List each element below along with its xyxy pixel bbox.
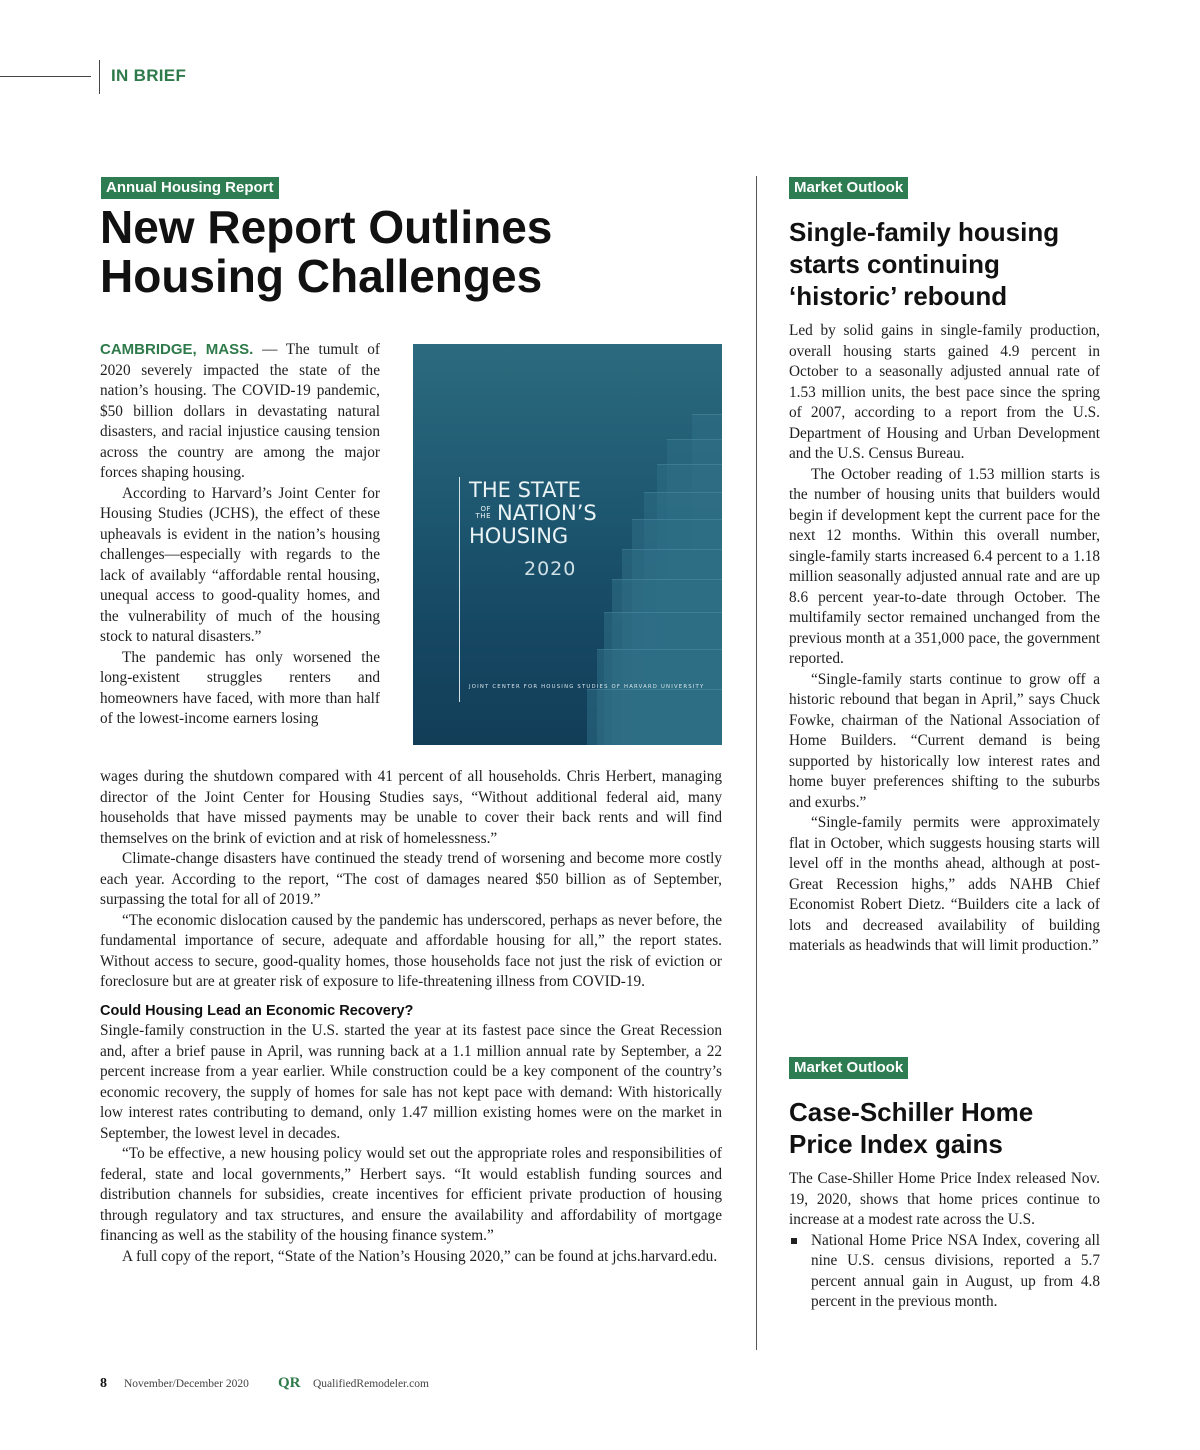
main-paragraph-8: A full copy of the report, “State of the Nation’s Housing 2020,” can be found at jchs.harvard.edu.: [122, 1247, 718, 1265]
sidebar-2-bullet-list: [789, 1231, 1100, 1313]
main-paragraph-4: Climate-change disasters have continued the steady trend of worsening and become more costly each year. According to the report, “The cost of damages neared $50 billion as of September, surpassing the total for all of 2019.”: [100, 850, 722, 908]
main-paragraph-3b: wages during the shutdown compared with 41 percent of all households. Chris Herbert, managing director of the Joint Center for Housing Studies says, “Without additional federal aid, many households that have missed payments may be unable to cover their back rents and will find themselves on the brink of eviction and at risk of homelessness.”: [100, 768, 722, 847]
sidebar-1-paragraph-4: “Single-family permits were approximately flat in October, which suggests housing starts will level off in the months ahead, although at post-Great Recession highs,” adds NAHB Chief Economist Robert Dietz. “Builders cite a lack of lots and decreased availability of building materials as headwinds that will limit production.”: [789, 814, 1100, 954]
main-headline: [100, 203, 552, 301]
subhead: Could Housing Lead an Economic Recovery?: [100, 1002, 414, 1019]
category-tag-main: Annual Housing Report: [101, 177, 279, 199]
dateline: CAMBRIDGE, MASS.: [100, 341, 254, 358]
cover-frame-line: [459, 477, 460, 702]
sidebar-1-paragraph-1: Led by solid gains in single-family production, overall housing starts gained 4.9 percent in October to a seasonally adjusted annual rate of 1.53 million units, the best pace since the spring of 2007, according to a report from the U.S. Department of Housing and Urban Development and the U.S. Census Bureau.: [789, 322, 1100, 462]
main-paragraph-7: “To be effective, a new housing policy would set out the appropriate roles and responsibilities of federal, state and local governments,” Herbert says. “It would establish funding sources and distribution channels for subsidies, create incentives for efficient private production of housing through regulatory and tax structures, and ensure the availability and affordability of mortgage financing as well as the stability of the housing finance system.”: [100, 1145, 722, 1244]
bullet-square-icon: [791, 1238, 797, 1244]
header-rule: [0, 76, 91, 77]
brand-logo: QR: [278, 1375, 301, 1391]
sidebar-1-paragraph-2: The October reading of 1.53 million starts is the number of housing units that builders would begin if development kept the current pace for the next 12 months. Within this overall number, single-family starts increased 6.4 percent to a 1.18 million seasonally adjusted annual rate and are up 8.6 percent year-to-date through October. The multifamily sector remained unchanged from the previous month at a 351,000 pace, the government reported.: [789, 465, 1100, 667]
sidebar-1-headline: Single-family housing starts continuing ‘historic’ rebound: [789, 217, 1060, 311]
main-paragraph-5: “The economic dislocation caused by the pandemic has underscored, perhaps as never before, the fundamental importance of secure, adequate and affordable housing for all,” the report states. Without access to secure, good-quality homes, those households face not just the risk of eviction or foreclosure but are at greater risk of exposure to life-threatening illness from COVID-19.: [100, 911, 722, 990]
main-headline-line2: Housing Challenges: [100, 250, 543, 302]
header-divider: [99, 60, 100, 94]
cover-org: JOINT CENTER FOR HOUSING STUDIES OF HARVARD UNIVERSITY: [469, 684, 705, 690]
sidebar-2-body: [789, 1169, 1100, 1313]
sidebar-2-paragraph-1: The Case-Shiller Home Price Index released Nov. 19, 2020, shows that home prices continue to increase at a modest rate across the U.S.: [789, 1170, 1100, 1228]
sidebar-1-body: [789, 321, 1100, 957]
website-url: QualifiedRemodeler.com: [313, 1378, 429, 1390]
issue-date: November/December 2020: [124, 1378, 249, 1390]
column-divider: [756, 176, 757, 1350]
main-headline-line1: New Report Outlines: [100, 201, 553, 253]
main-paragraph-1: CAMBRIDGE, MASS. — The tumult of 2020 severely impacted the state of the nation’s housing. The COVID-19 pandemic, $50 billion dollars in devastating natural disasters, and racial injustice causing tension across the country are among the major forces shaping housing.: [100, 341, 380, 481]
main-article-narrow-column: [100, 340, 380, 730]
list-item: National Home Price NSA Index, covering all nine U.S. census divisions, reported a 5.7 percent annual gain in August, up from 4.8 percent in the previous month.: [789, 1231, 1100, 1313]
section-label: IN BRIEF: [111, 66, 187, 85]
category-tag-sidebar-1: Market Outlook: [789, 177, 908, 199]
cover-title: THE STATE OF THE NATION’S HOUSING: [469, 478, 597, 548]
page-number: 8: [100, 1376, 107, 1391]
main-article-wide-column: [100, 767, 722, 1267]
main-paragraph-3a: The pandemic has only worsened the long-existent struggles renters and homeowners have faced, with more than half of the lowest-income earners losing: [100, 648, 380, 727]
report-cover-image: [413, 344, 722, 745]
main-paragraph-6: Single-family construction in the U.S. started the year at its fastest pace since the Great Recession and, after a brief pause in April, was running back at a 1.1 million annual rate by September, a 22 percent increase from a year earlier. While construction could be a key component of the country’s economic recovery, the supply of homes for sale has not kept pace with demand: With historically low interest rates contributing to demand, only 1.47 million existing homes were on the market in September, the lowest level in decades.: [100, 1022, 722, 1142]
main-paragraph-2: According to Harvard’s Joint Center for Housing Studies (JCHS), the effect of these upheavals is evident in the nation’s housing challenges—especially with regards to the lack of availably “affordable rental housing, unequal access to good-quality homes, and the vulnerability of much of the housing stock to natural disasters.”: [100, 484, 380, 645]
cover-year: 2020: [524, 558, 577, 580]
sidebar-2-headline: Case-Schiller Home Price Index gains: [789, 1097, 1034, 1159]
sidebar-1-paragraph-3: “Single-family starts continue to grow off a historic rebound that began in April,” says Chuck Fowke, chairman of the National Association of Home Builders. “Current demand is being supported by historically low interest rates and home buyer preferences shifting to the suburbs and exurbs.”: [789, 670, 1100, 811]
category-tag-sidebar-2: Market Outlook: [789, 1057, 908, 1079]
